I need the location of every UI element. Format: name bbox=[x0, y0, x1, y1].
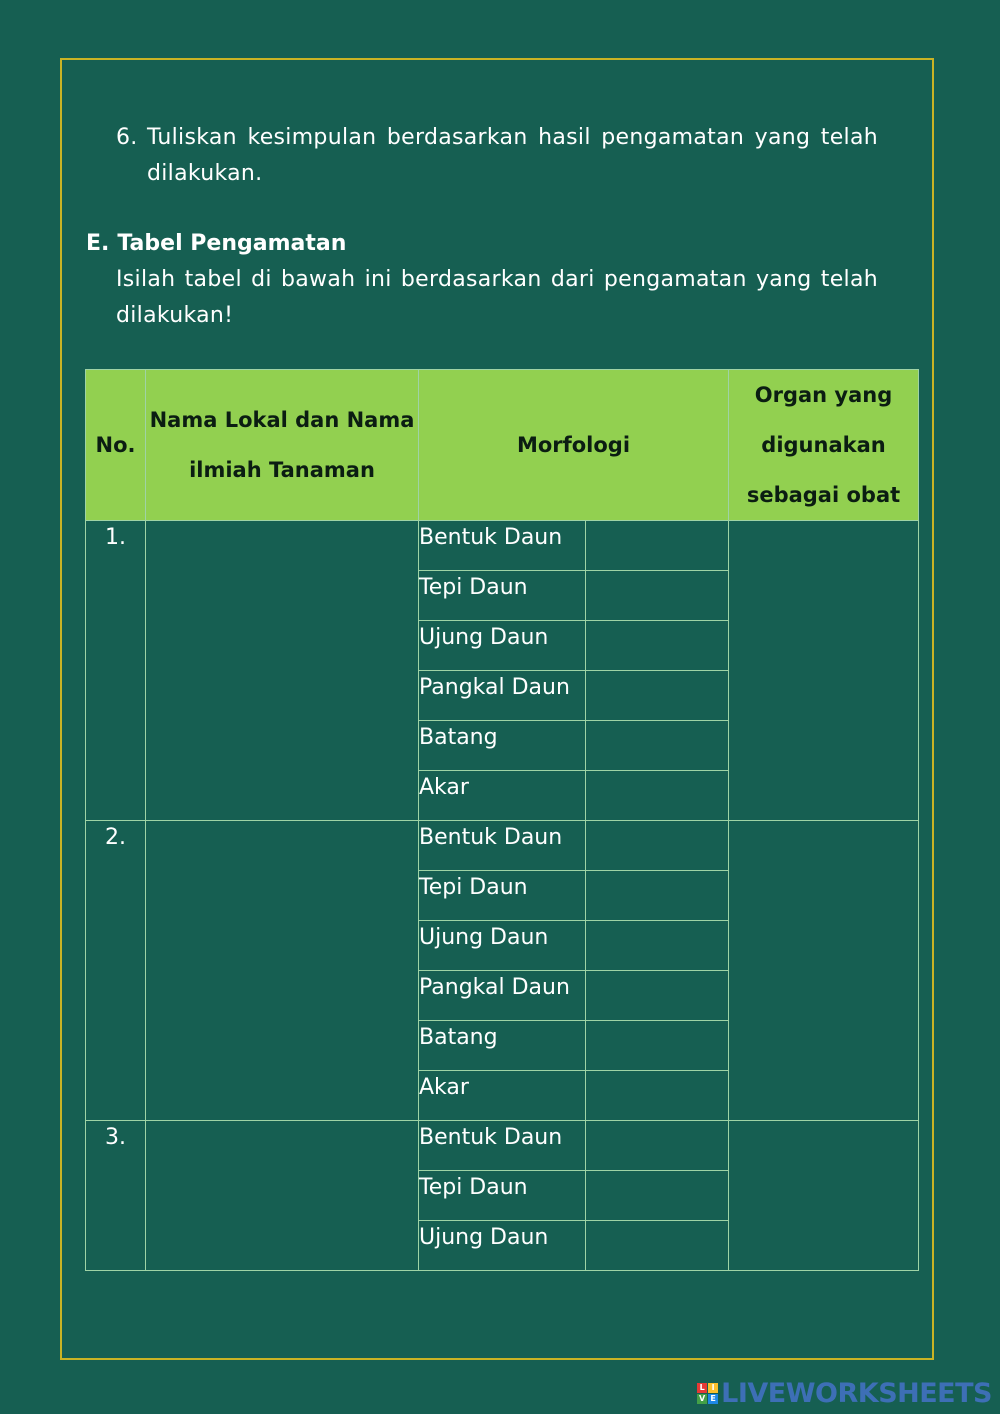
header-plant-name bbox=[146, 370, 419, 521]
header-morphology: Morfologi bbox=[419, 370, 729, 521]
trait-label: Ujung Daun bbox=[419, 1221, 586, 1271]
header-organ-line2: digunakan bbox=[761, 433, 886, 457]
plant-name-cell[interactable] bbox=[146, 521, 419, 821]
trait-label: Bentuk Daun bbox=[419, 1121, 586, 1171]
observation-table bbox=[85, 369, 919, 1271]
header-organ-line1: Organ yang bbox=[754, 383, 893, 407]
logo-letter: V bbox=[699, 1393, 706, 1403]
trait-value-cell[interactable] bbox=[586, 1021, 729, 1071]
watermark-text: LIVEWORKSHEETS bbox=[721, 1377, 992, 1409]
row-number: 2. bbox=[86, 821, 146, 1121]
trait-value-cell[interactable] bbox=[586, 621, 729, 671]
header-plant-name-line2: ilmiah Tanaman bbox=[189, 458, 375, 482]
trait-label: Akar bbox=[419, 1071, 586, 1121]
organ-cell[interactable] bbox=[729, 1121, 919, 1271]
trait-value-cell[interactable] bbox=[586, 971, 729, 1021]
section-description: Isilah tabel di bawah ini berdasarkan dari pengamatan yang telah dilakukan! bbox=[116, 267, 878, 328]
trait-label: Batang bbox=[419, 1021, 586, 1071]
trait-label: Ujung Daun bbox=[419, 921, 586, 971]
trait-label: Tepi Daun bbox=[419, 871, 586, 921]
instruction-step-6 bbox=[116, 120, 878, 192]
trait-value-cell[interactable] bbox=[586, 921, 729, 971]
plant-name-cell[interactable] bbox=[146, 821, 419, 1121]
trait-label: Ujung Daun bbox=[419, 621, 586, 671]
trait-value-cell[interactable] bbox=[586, 821, 729, 871]
trait-label: Tepi Daun bbox=[419, 571, 586, 621]
trait-value-cell[interactable] bbox=[586, 771, 729, 821]
logo-letter: E bbox=[708, 1394, 718, 1404]
section-heading bbox=[86, 228, 346, 260]
logo-letter: L bbox=[697, 1383, 707, 1393]
trait-value-cell[interactable] bbox=[586, 721, 729, 771]
logo-letter: I bbox=[708, 1383, 718, 1393]
trait-value-cell[interactable] bbox=[586, 1221, 729, 1271]
trait-value-cell[interactable] bbox=[586, 1071, 729, 1121]
trait-value-cell[interactable] bbox=[586, 671, 729, 721]
header-organ bbox=[729, 370, 919, 521]
table-row bbox=[86, 1121, 919, 1171]
trait-label: Bentuk Daun bbox=[419, 521, 586, 571]
trait-value-cell[interactable] bbox=[586, 571, 729, 621]
trait-label: Bentuk Daun bbox=[419, 821, 586, 871]
trait-label: Akar bbox=[419, 771, 586, 821]
section-title: Tabel Pengamatan bbox=[117, 231, 347, 256]
plant-name-cell[interactable] bbox=[146, 1121, 419, 1271]
table-row bbox=[86, 521, 919, 571]
step-text: Tuliskan kesimpulan berdasarkan hasil pengamatan yang telah dilakukan. bbox=[147, 125, 878, 186]
table-header-row bbox=[86, 370, 919, 521]
trait-label: Pangkal Daun bbox=[419, 971, 586, 1021]
organ-cell[interactable] bbox=[729, 821, 919, 1121]
row-number: 3. bbox=[86, 1121, 146, 1271]
organ-cell[interactable] bbox=[729, 521, 919, 821]
header-plant-name-line1: Nama Lokal dan Nama bbox=[149, 408, 415, 432]
header-organ-line3: sebagai obat bbox=[746, 483, 901, 507]
liveworksheets-logo-icon bbox=[697, 1383, 718, 1404]
table-row bbox=[86, 821, 919, 871]
trait-value-cell[interactable] bbox=[586, 1171, 729, 1221]
trait-value-cell[interactable] bbox=[586, 1121, 729, 1171]
trait-label: Batang bbox=[419, 721, 586, 771]
trait-value-cell[interactable] bbox=[586, 521, 729, 571]
trait-label: Pangkal Daun bbox=[419, 671, 586, 721]
trait-value-cell[interactable] bbox=[586, 871, 729, 921]
liveworksheets-watermark[interactable] bbox=[697, 1378, 992, 1408]
step-number: 6. bbox=[116, 125, 138, 150]
row-number: 1. bbox=[86, 521, 146, 821]
section-letter: E. bbox=[86, 231, 110, 256]
trait-label: Tepi Daun bbox=[419, 1171, 586, 1221]
header-no: No. bbox=[86, 370, 146, 521]
